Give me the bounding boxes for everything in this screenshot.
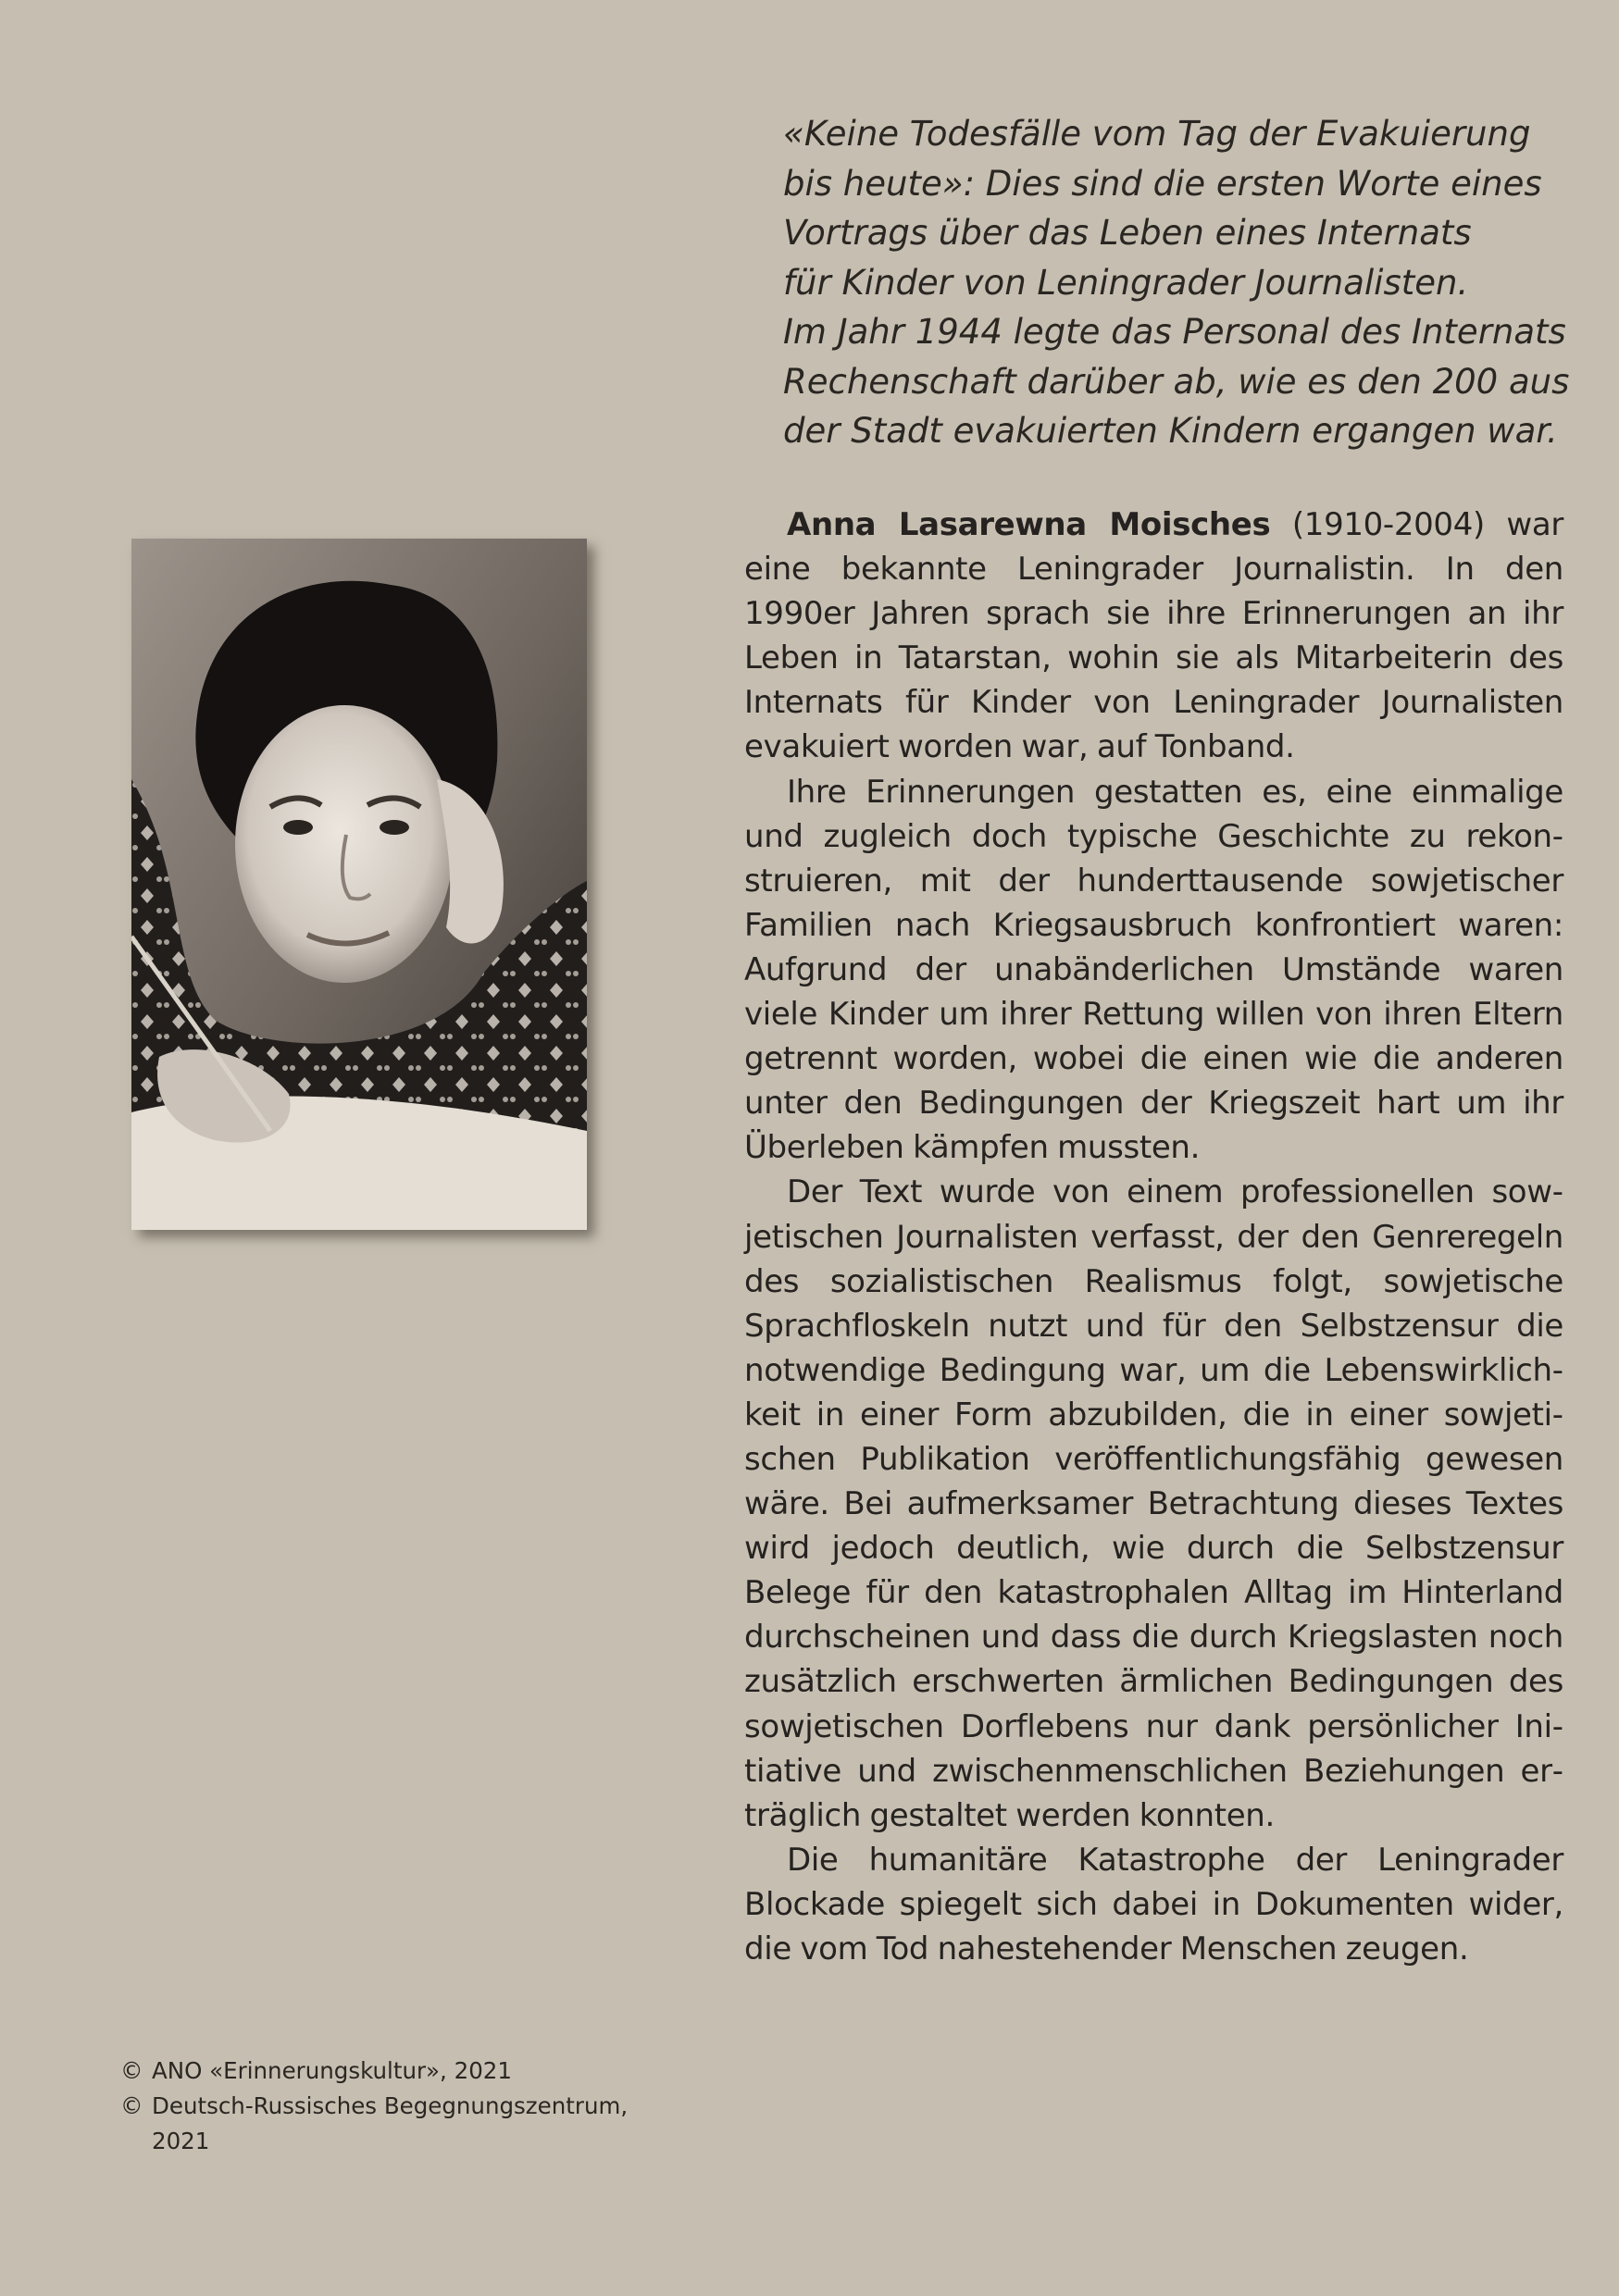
paragraph-4: Die humanitäre Katastrophe der Leningrader Blockade spiegelt sich dabei in Dokumenten wider, die vom Tod nahestehender Menschen zeugen. [744,1841,1563,1967]
paragraph-1 [744,503,1563,770]
copyright-year: 2021 [152,2128,210,2154]
quote-line: Im Jahr 1944 legte das Personal des Internats [783,312,1566,352]
quote-line: bis heute»: Dies sind die ersten Worte eines [783,163,1542,204]
epigraph-quote [783,109,1579,456]
copyright-icon: © [120,2057,143,2084]
quote-line: «Keine Todesfälle vom Tag der Evakuierung [783,114,1531,154]
paragraph-2: Ihre Erinnerungen gestatten es, eine einmalige und zugleich doch typische Geschichte zu rekonstruieren, mit der hunderttausende sowjetischer Familien nach Kriegsausbruch konfrontiert waren: Aufgrund der unabänderlichen Umstände waren viele Kinder um ihrer Rettung willen von ihren Eltern getrennt worden, wobei die einen wie die anderen unter den Bedingungen der Kriegszeit hart um ihr Überleben kämpfen mussten. [744,773,1563,1167]
paragraph-3: Der Text wurde von einem professionellen sowjetischen Journalisten verfasst, der den Genreregeln des sozialistischen Realismus folgt, sowjetische Sprachfloskeln nutzt und für den Selbstzensur die notwendige Bedingung war, um die Lebenswirklichkeit in einer Form abzubilden, die in einer sowjetischen Publikation veröffentlichungsfähig gewesen wäre. Bei aufmerksamer Betrachtung dieses Textes wird jedoch deutlich, wie durch die Selbstzensur Belege für den katastrophalen Alltag im Hinterland durchscheinen und dass die durch Kriegslasten noch zusätzlich erschwerten ärmlichen Bedingungen des sowjetischen Dorflebens nur dank persönlicher Initiative und zwischenmenschlichen Beziehungen erträglich gestaltet werden konnten. [744,1173,1563,1834]
biography-text [744,503,1563,1971]
author-name: Anna Lasarewna Moisches [787,506,1271,543]
paragraph-1-text: (1910-2004) war eine bekannte Leningrader Journalistin. In den 1990er Jahren sprach sie ihre Erinnerungen an ihr Leben in Tatarstan, wohin sie als Mitarbeiterin des Internats für Kinder von Leningrader Journalisten evakuiert worden war, auf Tonband. [744,506,1563,766]
copyright-holder-2: Deutsch-Russisches Begegnungszentrum, [152,2092,629,2119]
quote-line: der Stadt evakuierten Kindern ergangen war. [783,411,1558,451]
copyright-notice [120,2054,628,2159]
copyright-line-2 [120,2089,628,2124]
copyright-line-3 [120,2124,628,2159]
quote-line: Vortrags über das Leben eines Internats [783,213,1472,253]
copyright-holder-1: ANO «Erinnerungskultur», 2021 [152,2057,512,2084]
portrait-illustration [131,539,587,1230]
author-portrait-photo [131,539,587,1230]
quote-line: für Kinder von Leningrader Journalisten. [783,262,1469,303]
copyright-icon: © [120,2092,143,2119]
quote-line: Rechenschaft darüber ab, wie es den 200 aus [783,361,1570,402]
copyright-line-1 [120,2054,628,2089]
